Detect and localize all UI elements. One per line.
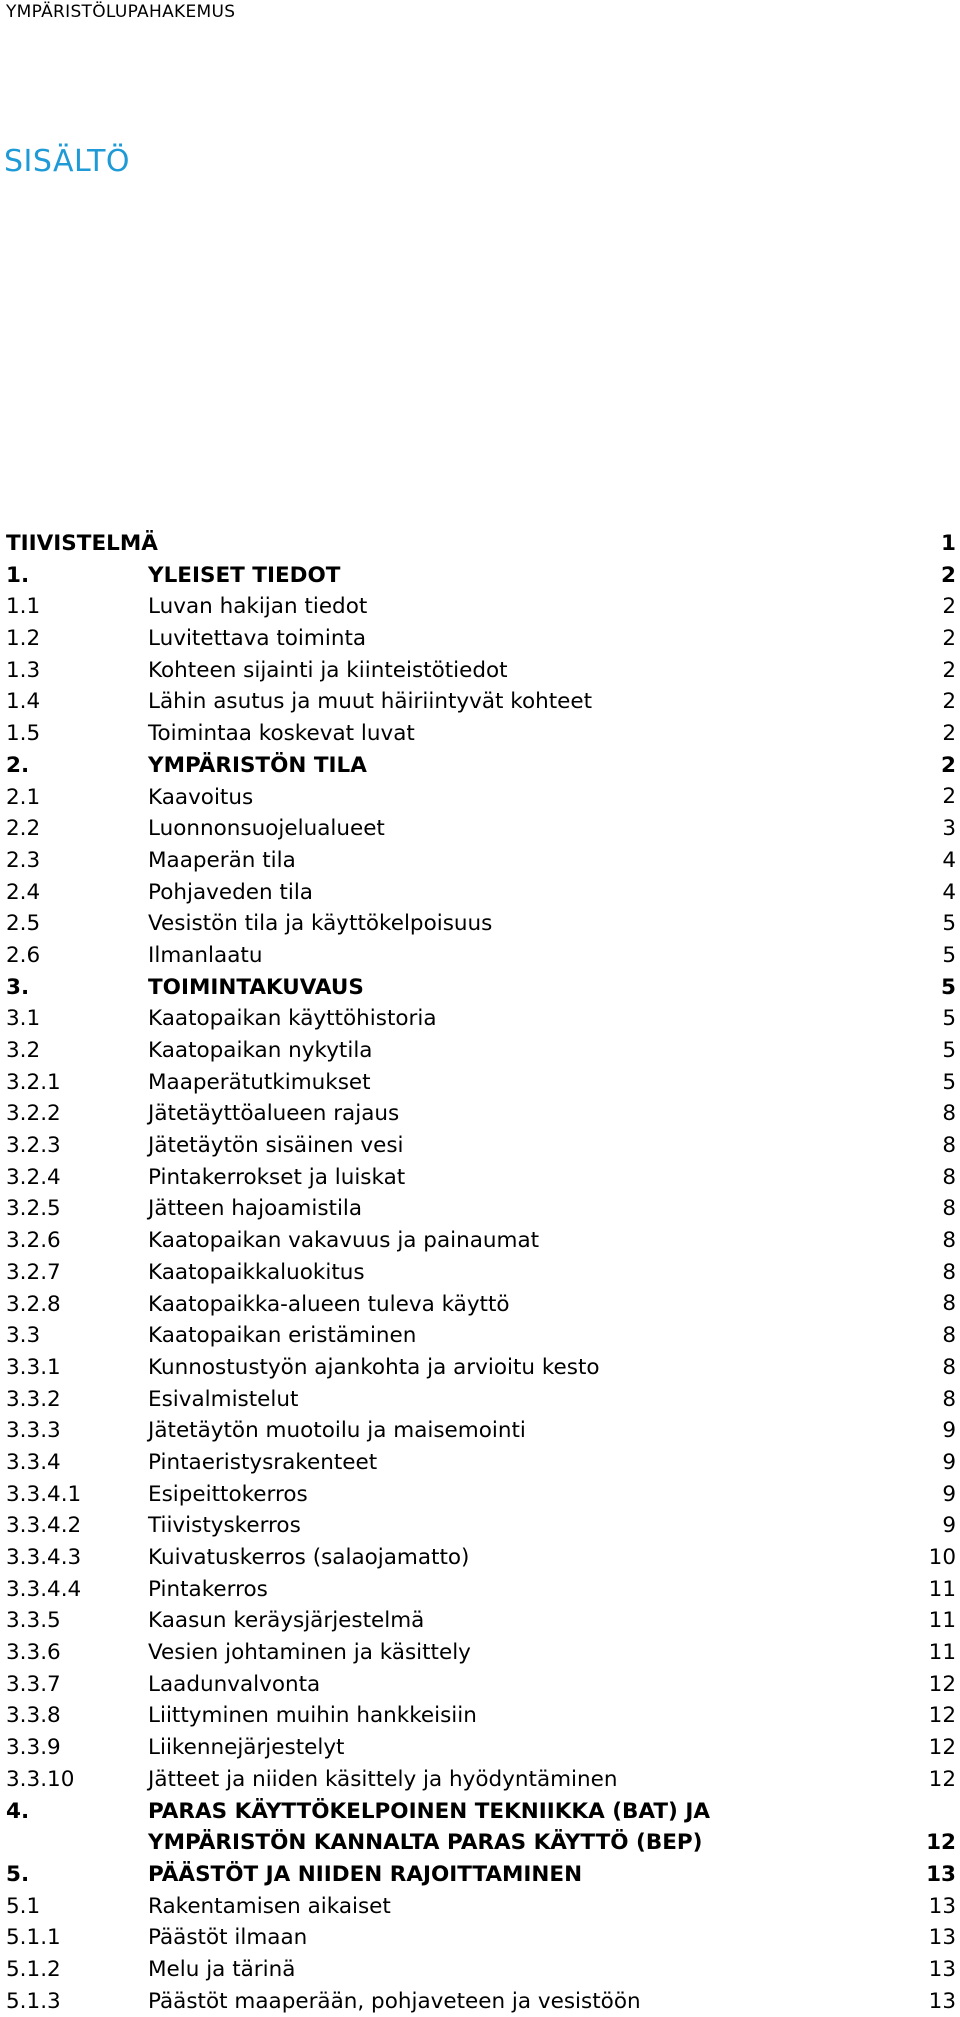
toc-entry-title: Ilmanlaatu [148,942,263,968]
toc-entry-number: 3.1 [6,1006,41,1032]
toc-entry-title: Jätetäyttöalueen rajaus [148,1101,400,1127]
toc-entry-title: Esipeittokerros [148,1481,308,1507]
toc-entry-title: Kunnostustyön ajankohta ja arvioitu kesto [148,1354,600,1380]
toc-entry [6,877,956,909]
toc-entry [6,813,956,845]
toc-entry-number: 3.3.4.4 [6,1576,82,1602]
toc-entry-title: Pohjaveden tila [148,879,313,905]
toc-entry-number: 1.4 [6,689,41,715]
toc-entry-page: 12 [928,1671,956,1697]
toc-entry [6,591,956,623]
toc-entry [6,1162,956,1194]
page-title: SISÄLTÖ [4,144,131,179]
toc-entry-page: 2 [941,562,956,588]
document-header: YMPÄRISTÖLUPAHAKEMUS [6,2,236,22]
toc-entry-page: 2 [942,721,956,747]
toc-entry-number: 2. [6,752,30,778]
toc-entry-number: 3.3.9 [6,1735,61,1761]
toc-entry-number: 3.2 [6,1038,41,1063]
toc-entry [6,1352,956,1384]
toc-entry-title: Päästöt ilmaan [148,1925,308,1951]
toc-entry-title: Kaatopaikkaluokitus [148,1259,365,1285]
toc-entry-page: 8 [942,1259,956,1285]
toc-entry-title: Kaatopaikka-alueen tuleva käyttö [148,1291,510,1317]
toc-entry-title: Kaatopaikan vakavuus ja painaumat [148,1228,540,1254]
toc-entry [6,1130,956,1162]
toc-entry [6,1193,956,1225]
toc-entry [6,1891,956,1923]
toc-entry [6,1986,956,2017]
toc-entry-page: 8 [942,1354,956,1380]
toc-entry [6,1415,956,1447]
toc-entry-number: 1.1 [6,594,41,620]
toc-entry-title: Jätteet ja niiden käsittely ja hyödyntäminen [148,1766,618,1792]
toc-entry-page: 12 [926,1830,956,1856]
toc-entry-title: Kaavoitus [148,784,254,810]
toc-entry-number: 3.3.1 [6,1354,61,1380]
toc-entry-title: Jätteen hajoamistila [148,1196,363,1222]
toc-entry-title: PARAS KÄYTTÖKELPOINEN TEKNIIKKA (BAT) JA YMPÄRISTÖN KANNALTA PARAS KÄYTTÖ (BEP) [148,1798,710,1856]
toc-entry [6,1669,956,1701]
toc-entry-title: Jätetäytön muotoilu ja maisemointi [148,1418,526,1444]
toc-entry-page: 8 [942,1323,956,1349]
toc-entry-number: 3.2.4 [6,1164,61,1190]
toc-entry-page: 9 [942,1481,956,1507]
toc-entry-number: 3.3.7 [6,1671,61,1697]
toc-entry-number: 2.6 [6,942,41,968]
toc-entry [6,1289,956,1321]
toc-entry-page: 8 [942,1101,956,1127]
toc-entry-page: 8 [942,1228,956,1254]
toc-entry [6,940,956,972]
toc-entry [6,1384,956,1416]
toc-entry-page: 1 [941,530,956,556]
toc-entry-title: Maaperätutkimukset [148,1069,371,1095]
toc-entry-number: 3.3.3 [6,1418,61,1444]
toc-entry-page: 5 [942,1069,956,1095]
toc-entry-number: 5.1 [6,1893,41,1919]
toc-entry-page: 5 [941,974,956,1000]
toc-entry-page: 3 [942,816,956,842]
toc-entry-page: 4 [942,847,956,873]
toc-entry-page: 4 [942,879,956,905]
toc-entry-page: 5 [942,1037,956,1063]
toc-entry-title: Liittyminen muihin hankkeisiin [148,1703,477,1729]
toc-entry [6,845,956,877]
toc-entry-title: Kuivatuskerros (salaojamatto) [148,1545,470,1570]
toc-entry-title: Lähin asutus ja muut häiriintyvät kohteet [148,689,593,715]
toc-entry-title: Kohteen sijainti ja kiinteistötiedot [148,657,508,683]
toc-entry-page: 2 [942,784,956,810]
toc-entry [6,1447,956,1479]
toc-entry-page: 9 [942,1513,956,1539]
toc-entry [6,1067,956,1099]
toc-entry-page: 5 [942,911,956,937]
toc-entry [6,1225,956,1257]
toc-entry-number: 3.3 [6,1323,41,1349]
toc-entry-page: 12 [928,1735,956,1761]
table-of-contents [6,528,956,2017]
toc-entry-title: YLEISET TIEDOT [148,562,341,588]
toc-entry-title: Laadunvalvonta [148,1671,321,1697]
toc-entry-page: 2 [942,689,956,715]
toc-entry-title: Maaperän tila [148,847,296,873]
toc-entry [6,1542,956,1574]
toc-entry [6,1003,956,1035]
toc-entry [6,1732,956,1764]
toc-entry-title: Pintakerrokset ja luiskat [148,1164,406,1190]
toc-entry [6,1257,956,1289]
toc-entry [6,1098,956,1130]
toc-entry-title: Toimintaa koskevat luvat [148,721,415,747]
toc-entry-page: 11 [928,1608,956,1634]
toc-entry-page: 12 [928,1703,956,1729]
toc-entry-title: Vesistön tila ja käyttökelpoisuus [148,911,493,937]
toc-entry-number: 3.3.10 [6,1766,75,1792]
toc-entry [6,1796,956,1859]
toc-entry-title: Luvitettava toiminta [148,626,367,652]
toc-entry-number: 2.1 [6,784,41,810]
toc-entry-title: Esivalmistelut [148,1386,299,1412]
toc-entry-number: 2.3 [6,847,41,873]
toc-entry-number: 4. [6,1798,30,1824]
toc-entry-page: 8 [942,1386,956,1412]
toc-entry-page: 2 [942,626,956,652]
toc-entry [6,1859,956,1891]
toc-entry-title: Kaatopaikan eristäminen [148,1323,417,1349]
toc-entry-page: 2 [942,594,956,620]
toc-entry-number: 3.3.5 [6,1608,61,1634]
toc-entry-number: 3.2.5 [6,1196,61,1222]
toc-entry-number: 3.3.4 [6,1449,61,1475]
toc-entry-number: 1.3 [6,657,41,683]
toc-entry-title: Pintakerros [148,1576,268,1602]
toc-entry-number: 3.2.1 [6,1069,61,1095]
toc-entry-title: Kaasun keräysjärjestelmä [148,1608,425,1634]
toc-entry-number: 2.5 [6,911,41,937]
toc-entry-title: Tiivistyskerros [148,1513,301,1539]
toc-entry-page: 5 [942,1006,956,1032]
toc-entry [6,623,956,655]
toc-entry-number: 3.2.2 [6,1101,61,1127]
toc-entry-number: 1. [6,562,30,588]
toc-entry-page: 8 [942,1291,956,1317]
toc-entry-page: 13 [928,1893,956,1919]
toc-entry-page: 12 [928,1766,956,1792]
toc-entry-page: 9 [942,1418,956,1444]
toc-entry-page: 2 [941,752,956,778]
toc-entry-number: 3.3.6 [6,1640,61,1666]
toc-entry-title: Liikennejärjestelyt [148,1735,345,1761]
toc-entry-number: TIIVISTELMÄ [6,531,158,556]
toc-entry-title: Päästöt maaperään, pohjaveteen ja vesistöön [148,1988,641,2014]
toc-entry-number: 1.2 [6,626,41,652]
toc-entry-page: 5 [942,942,956,968]
toc-entry-page: 10 [928,1544,956,1570]
toc-entry [6,782,956,814]
toc-entry [6,655,956,687]
toc-entry [6,1320,956,1352]
toc-entry [6,1922,956,1954]
toc-entry-page: 13 [928,1988,956,2014]
toc-entry [6,686,956,718]
toc-entry-number: 5.1.1 [6,1925,61,1951]
toc-entry-title: Pintaeristysrakenteet [148,1449,378,1475]
toc-entry [6,1479,956,1511]
toc-entry [6,972,956,1004]
toc-entry [6,1510,956,1542]
toc-entry [6,1035,956,1067]
toc-entry-title: Rakentamisen aikaiset [148,1893,391,1919]
toc-entry-title: Luvan hakijan tiedot [148,594,368,620]
toc-entry-title: PÄÄSTÖT JA NIIDEN RAJOITTAMINEN [148,1861,583,1887]
toc-entry-number: 3.3.8 [6,1703,61,1729]
toc-entry [6,1954,956,1986]
toc-entry-number: 3.2.8 [6,1291,61,1317]
toc-entry-page: 8 [942,1133,956,1159]
toc-entry-page: 11 [928,1640,956,1666]
toc-entry-title: Vesien johtaminen ja käsittely [148,1640,471,1666]
toc-entry-number: 3.3.4.3 [6,1545,82,1570]
toc-entry [6,560,956,592]
toc-entry-number: 3.2.3 [6,1133,61,1159]
toc-entry-page: 13 [928,1956,956,1982]
toc-entry-number: 3.3.4.2 [6,1513,82,1539]
toc-entry-page: 8 [942,1164,956,1190]
toc-entry-number: 3. [6,974,30,1000]
toc-entry-title: YMPÄRISTÖN TILA [148,752,367,778]
toc-entry-number: 5.1.2 [6,1956,61,1982]
toc-entry-number: 3.3.4.1 [6,1481,82,1507]
toc-entry-page: 13 [928,1925,956,1951]
toc-entry-title: TOIMINTAKUVAUS [148,974,364,1000]
toc-entry-number: 1.5 [6,721,41,747]
toc-entry [6,718,956,750]
toc-entry [6,1637,956,1669]
toc-entry-title: Kaatopaikan nykytila [148,1038,373,1063]
toc-entry-number: 3.2.6 [6,1228,61,1254]
toc-entry [6,1700,956,1732]
toc-entry [6,750,956,782]
toc-entry-page: 9 [942,1449,956,1475]
toc-entry-page: 2 [942,657,956,683]
toc-entry-title: Melu ja tärinä [148,1956,296,1982]
toc-entry-number: 5.1.3 [6,1988,61,2014]
toc-entry-number: 2.4 [6,879,41,905]
toc-entry-title: Jätetäytön sisäinen vesi [148,1133,404,1159]
toc-entry-number: 3.3.2 [6,1386,61,1412]
toc-entry-page: 11 [928,1576,956,1602]
toc-entry-title: Luonnonsuojelualueet [148,816,385,842]
toc-entry-number: 5. [6,1861,30,1887]
toc-entry [6,908,956,940]
toc-entry [6,1764,956,1796]
toc-entry-number: 2.2 [6,816,41,842]
toc-entry-number: 3.2.7 [6,1259,61,1285]
toc-entry-page: 8 [942,1196,956,1222]
toc-entry-title: Kaatopaikan käyttöhistoria [148,1006,437,1032]
toc-entry [6,1574,956,1606]
toc-entry [6,1605,956,1637]
toc-entry [6,528,956,560]
toc-entry-page: 13 [926,1861,956,1887]
